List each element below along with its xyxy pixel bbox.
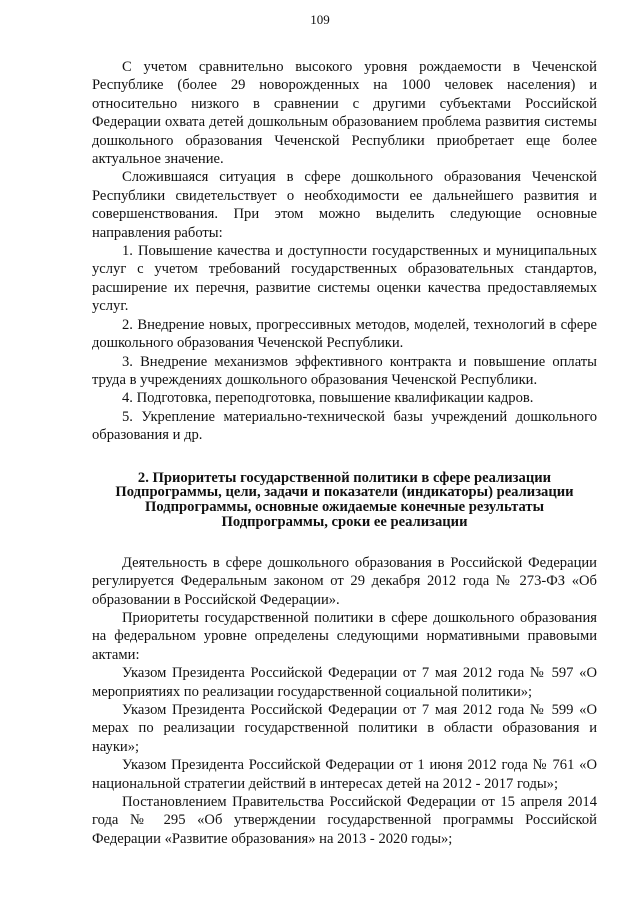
resolution-295: Постановлением Правительства Российской Федерации от 15 апреля 2014 года № 295 «Об утверждении государственной программы Российской Федерации «Развитие образования» на 2013 - 2020 годы»; [92,794,597,847]
paragraph-federal-law: Деятельность в сфере дошкольного образования в Российской Федерации регулируется Федеральным законом от 29 декабря 2012 года № 273-ФЗ «Об образовании в Российской Федерации». [92,554,597,608]
section-heading-line: Подпрограммы, сроки ее реализации [221,513,468,530]
paragraph-current-situation: Сложившаяся ситуация в сфере дошкольного образования Чеченской Республики свидетельствует о необходимости ее дальнейшего развития и совершенствования. При этом можно выделить следующие основные направления работы: [92,169,597,241]
section-heading-line: Подпрограммы, цели, задачи и показатели (индикаторы) реализации [115,484,574,501]
list-item-2: 2. Внедрение новых, прогрессивных методов, моделей, технологий в сфере дошкольного образования Чеченской Республики. [92,316,597,352]
section-heading-line: 2. Приоритеты государственной политики в сфере реализации [137,469,552,486]
section-heading [92,471,597,530]
decree-597: Указом Президента Российской Федерации от 7 мая 2012 года № 597 «О мероприятиях по реализации государственной социальной политики»; [92,665,597,700]
decree-599: Указом Президента Российской Федерации от 7 мая 2012 года № 599 «О мерах по реализации государственной политики в области образования и науки»; [92,701,597,755]
page-number: 109 [310,12,330,27]
section-heading-line: Подпрограммы, основные ожидаемые конечные результаты [145,499,544,516]
document-body [92,58,597,848]
paragraph-birth-rate: С учетом сравнительно высокого уровня рождаемости в Чеченской Республике (более 29 новорожденных на 1000 человек населения) и относительно низкого в сравнении с другими субъектами Российской Федерации охвата детей дошкольным образованием проблема развития системы дошкольного образования Чеченской Республики приобретает еще более актуальное значение. [92,59,597,168]
list-item-3: 3. Внедрение механизмов эффективного контракта и повышение оплаты труда в учреждениях дошкольного образования Чеченской Республики. [92,353,597,388]
decree-761: Указом Президента Российской Федерации от 1 июня 2012 года № 761 «О национальной стратегии действий в интересах детей на 2012 - 2017 годы»; [92,757,597,792]
list-item-5: 5. Укрепление материально-технической базы учреждений дошкольного образования и др. [92,408,597,444]
list-item-4: 4. Подготовка, переподготовка, повышение квалификации кадров. [122,390,534,407]
list-item-1: 1. Повышение качества и доступности государственных и муниципальных услуг с учетом требований государственных образовательных стандартов, расширение их перечня, развитие системы оценки качества предоставляемых услуг. [92,243,597,315]
paragraph-priorities: Приоритеты государственной политики в сфере дошкольного образования на федеральном уровне определены следующими нормативными правовыми актами: [92,609,597,663]
